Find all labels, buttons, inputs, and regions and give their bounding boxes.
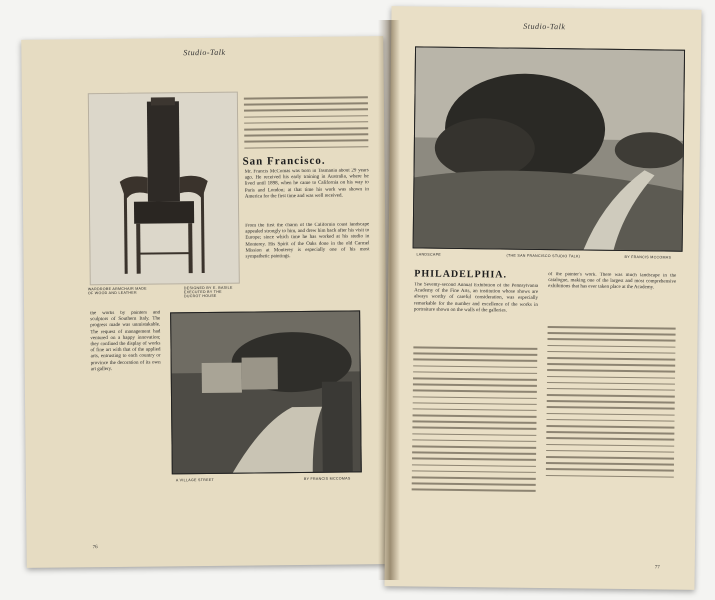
chair-caption-left: WARDROBE ARMCHAIR MADE OF WOOD AND LEATHER: [87, 286, 147, 296]
landscape-caption-right: BY FRANCIS MCCOMAS: [624, 254, 672, 260]
sf-heading: San Francisco.: [242, 154, 326, 168]
right-running-head: Studio-Talk: [523, 21, 566, 32]
philadelphia-paragraph: The Seventy-second Annual Exhibition of the Pennsylvania Academy of the Fine Arts, an institution whose shows are always worthy of careful consideration, was especially remarkable for the number and excellence of the works in portraiture shown on the walls of the galleries.: [413, 282, 539, 314]
left-folio: 76: [92, 545, 98, 551]
left-column-body-text: [412, 346, 538, 496]
sf-paragraph: Mr. Francis McComas was born in Tasmania about 29 years ago. He received his early training in Australia, where he lived until 1898, when he came to California on his way to Paris and London; at that time his work was shown in America for the first time and was well received.: [244, 168, 369, 200]
chair-illustration: [89, 93, 239, 285]
chair-photo: [88, 92, 240, 286]
landscape-caption-left: LANDSCAPE: [416, 252, 442, 257]
landscape-photo: [413, 46, 685, 251]
village-caption-left: A VILLAGE STREET: [175, 477, 215, 483]
sf-paragraph-2: From the first the charm of the California coast landscape appealed strongly to him, and drew him back after his visit to Europe; since which time he has worked at his studio in Monterey. His Spirit of the Oaks done in the old Carmel Mission at Monterey is especially one of his most sympathetic paintings.: [245, 222, 370, 260]
chair-caption-right: DESIGNED BY E. BASILE EXECUTED BY THE DUCROT HOUSE: [183, 285, 233, 299]
book-gutter-shadow: [378, 20, 400, 580]
left-page: [21, 36, 389, 568]
italy-paragraph: the works by painters and sculptors of Southern Italy. The progress made was unmistakable. The request of management had ventured on a happy innovation; they confined the display of works of fine art with that of the applied arts, entrusting to each country or province the decoration of its own art gallery.: [90, 310, 161, 373]
column-text-top: [244, 96, 369, 153]
village-caption-right: BY FRANCIS MCCOMAS: [303, 476, 351, 481]
landscape-caption-center: (THE SAN FRANCISCO STUDIO TALK): [506, 253, 581, 259]
village-street-illustration: [171, 311, 361, 473]
philadelphia-heading: PHILADELPHIA.: [414, 268, 508, 281]
landscape-illustration: [414, 47, 684, 250]
village-street-photo: [170, 310, 362, 474]
right-page: [384, 6, 701, 590]
philadelphia-paragraph-2: of the painter's work. There was much landscape in the catalogue, making one of the largest and most comprehensive exhibitions that has ever taken place at the Academy.: [548, 272, 677, 291]
right-folio: 77: [654, 565, 660, 571]
left-running-head: Studio-Talk: [183, 47, 226, 58]
right-column-body-text: [546, 326, 676, 482]
